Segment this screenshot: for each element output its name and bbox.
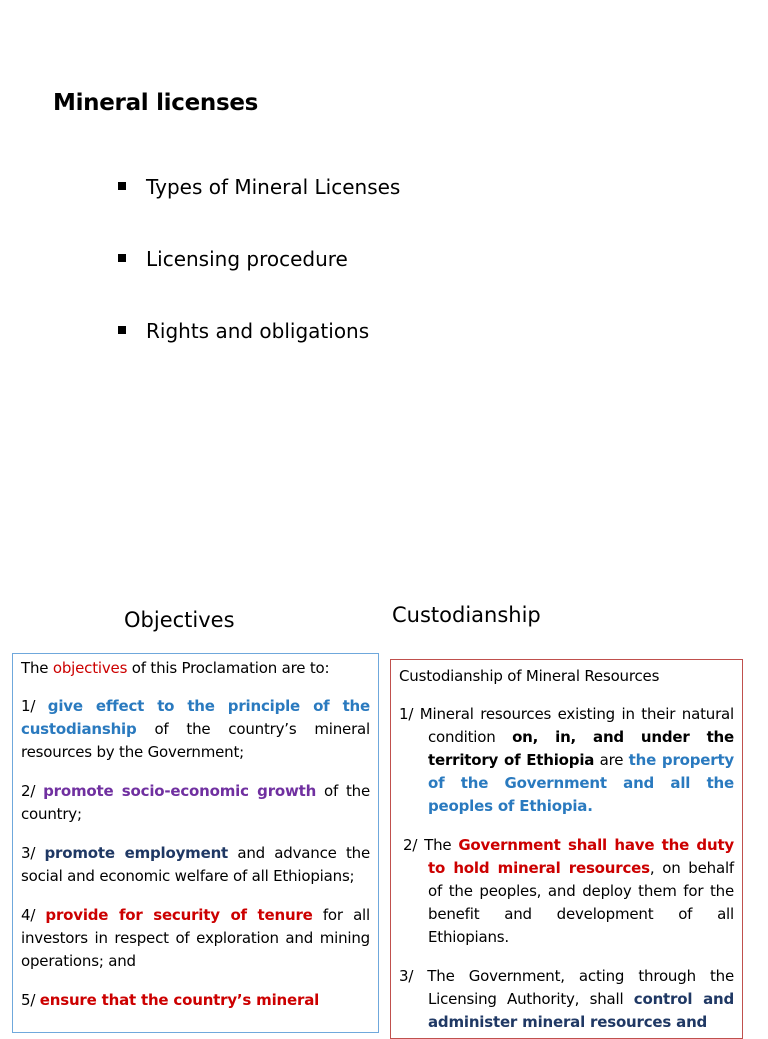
text-run: of the country’s mineral resources by the Government;	[21, 720, 370, 761]
objective-item	[21, 780, 370, 826]
highlight-text: Government shall have the duty to hold mineral resources	[428, 836, 734, 877]
text-run: 3/ The Government, acting through the Licensing Authority, shall	[399, 967, 734, 1008]
objectives-heading: Objectives	[124, 608, 235, 632]
item-number: 1/	[21, 697, 48, 715]
highlight-text: control and administer mineral resources and	[428, 990, 735, 1031]
slide-title: Mineral licenses	[53, 90, 259, 116]
highlight-text: ensure that the country’s mineral	[39, 991, 320, 1009]
topic-label: Rights and obligations	[146, 319, 370, 343]
item-number: 4/	[21, 906, 46, 924]
item-number: 5/	[21, 991, 40, 1009]
highlight-text: promote employment	[44, 844, 229, 862]
text-run: The	[21, 659, 53, 677]
text-run: are	[594, 751, 629, 769]
text-run: 1/ Mineral resources existing in their natural condition	[399, 705, 734, 746]
custodianship-panel	[390, 659, 743, 1039]
highlight-text: objectives	[52, 659, 128, 677]
objective-item	[21, 904, 370, 973]
text-run: 2/ The	[403, 836, 459, 854]
objective-item	[21, 842, 370, 888]
text-run: for all investors in respect of exploration and mining operations; and	[21, 906, 370, 970]
objectives-intro	[21, 657, 370, 680]
highlight-text: give effect to the principle of the custodianship	[21, 697, 370, 738]
objective-item	[21, 989, 370, 1012]
item-number: 2/	[21, 782, 44, 800]
custodianship-lead: Custodianship of Mineral Resources	[399, 667, 660, 685]
text-run: of this Proclamation are to:	[127, 659, 330, 677]
custodianship-item	[399, 703, 734, 818]
square-bullet-icon	[118, 326, 126, 334]
square-bullet-icon	[118, 254, 126, 262]
text-run: and advance the social and economic welfare of all Ethiopians;	[21, 844, 370, 885]
item-number: 3/	[21, 844, 45, 862]
objectives-panel	[12, 653, 379, 1033]
topic-label: Types of Mineral Licenses	[146, 175, 401, 199]
text-run: of the country;	[21, 782, 370, 823]
text-run: , on behalf of the peoples, and deploy them for the benefit and development of all Ethiopians.	[428, 859, 735, 946]
highlight-text: the property of the Government and all the peoples of Ethiopia.	[428, 751, 735, 815]
custodianship-item	[399, 834, 734, 949]
objective-item	[21, 695, 370, 764]
square-bullet-icon	[118, 182, 126, 190]
highlight-text: on, in, and under the territory of Ethiopia	[428, 728, 734, 769]
custodianship-heading: Custodianship	[392, 603, 541, 627]
highlight-text: provide for security of tenure	[45, 906, 313, 924]
highlight-text: promote socio-economic growth	[43, 782, 317, 800]
topic-label: Licensing procedure	[146, 247, 348, 271]
